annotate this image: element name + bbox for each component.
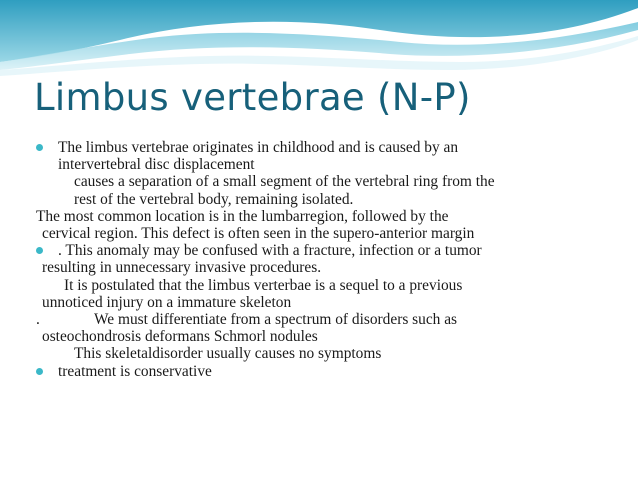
line-text: causes a separation of a small segment of the vertebral ring from the [74, 173, 495, 191]
line-text: This skeletaldisorder usually causes no symptoms [74, 345, 382, 363]
slide-title: Limbus vertebrae (N-P) [34, 76, 471, 119]
list-item-indented [36, 345, 626, 362]
paragraph-line [36, 208, 626, 225]
list-item [36, 363, 626, 380]
line-text: We must differentiate from a spectrum of disorders such as [94, 311, 458, 329]
paragraph-line [36, 225, 626, 242]
line-text: unnoticed injury on a immature skeleton [42, 293, 292, 311]
list-item [36, 242, 626, 259]
paragraph-line [36, 311, 626, 328]
line-text: rest of the vertebral body, remaining isolated. [74, 190, 354, 208]
list-item-indented [36, 277, 626, 294]
bullet-icon [36, 368, 43, 375]
list-item-indented [36, 173, 626, 190]
header-wave-decoration [0, 0, 638, 80]
list-item-indented [36, 191, 626, 208]
list-item [36, 139, 626, 156]
list-item-continuation [36, 259, 626, 276]
slide-body [36, 139, 626, 380]
list-item-continuation [36, 156, 626, 173]
line-text: treatment is conservative [58, 362, 212, 380]
bullet-icon [36, 247, 43, 254]
line-text: resulting in unnecessary invasive procedures. [42, 259, 322, 277]
line-text: osteochondrosis deformans Schmorl nodules [42, 328, 318, 346]
line-text: cervical region. This defect is often seen in the supero-anterior margin [42, 225, 475, 243]
list-item-continuation [36, 294, 626, 311]
bullet-icon [36, 144, 43, 151]
paragraph-line [36, 328, 626, 345]
line-dot: . [36, 311, 40, 329]
line-text: intervertebral disc displacement [58, 156, 255, 174]
line-text: It is postulated that the limbus verterbae is a sequel to a previous [64, 276, 463, 294]
line-text: The limbus vertebrae originates in childhood and is caused by an [58, 139, 459, 156]
line-text: . This anomaly may be confused with a fracture, infection or a tumor [58, 242, 482, 260]
line-text: The most common location is in the lumbarregion, followed by the [36, 207, 449, 225]
